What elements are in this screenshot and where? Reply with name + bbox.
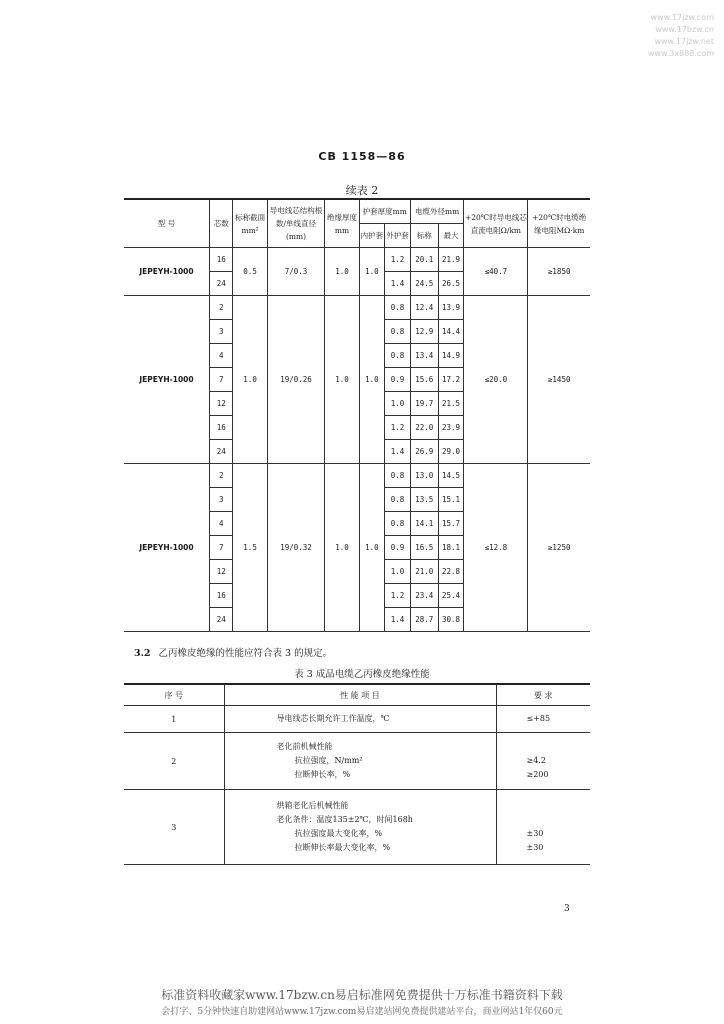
- header-resistance: +20℃时导电线芯直流电阻Ω/km: [464, 199, 528, 248]
- watermark: [648, 12, 714, 60]
- header-dia-max: 最大: [438, 224, 464, 248]
- dia-max-cell: 25.4: [438, 584, 464, 608]
- item-line: 导电线芯长期允许工作温度，℃: [276, 714, 390, 723]
- area-cell: 1.0: [233, 296, 267, 464]
- conductor-cell: 19/0.26: [267, 296, 325, 464]
- section-number: 3.2: [134, 648, 151, 659]
- item-cell: [224, 790, 496, 865]
- inner-sheath-cell: 1.0: [359, 248, 385, 296]
- footer-line-1: 标准资料收藏家www.17bzw.cn易启标准网免费提供十万标准书籍资料下载: [161, 988, 563, 1002]
- cores-cell: 2: [209, 296, 233, 320]
- item-line: 烘箱老化后机械性能: [276, 801, 349, 810]
- requirement-line: [527, 740, 591, 754]
- inner-sheath-cell: 1.0: [359, 464, 385, 632]
- dia-nominal-cell: 28.7: [410, 608, 438, 632]
- model-cell: JEPEYH-1000: [124, 248, 209, 296]
- seq-cell: 3: [124, 790, 224, 865]
- requirement-line: ≤+85: [526, 714, 551, 723]
- dia-max-cell: 30.8: [438, 608, 464, 632]
- cores-cell: 16: [209, 584, 233, 608]
- item-line: 拉断伸长率，%: [294, 770, 351, 779]
- requirement-line: ≥4.2: [526, 756, 546, 765]
- table2-caption: 续表 2: [345, 184, 379, 197]
- resistance-cell: ≤20.0: [464, 296, 528, 464]
- item-line: 抗拉强度最大变化率，%: [294, 829, 383, 838]
- header-insulation: 绝缘厚度mm: [325, 199, 359, 248]
- table3-caption: 表 3 成品电缆乙丙橡皮绝缘性能: [294, 669, 430, 680]
- dia-max-cell: 14.4: [438, 320, 464, 344]
- dia-max-cell: 29.0: [438, 440, 464, 464]
- dia-max-cell: 23.9: [438, 416, 464, 440]
- header-sheath: 护套厚度mm: [359, 199, 410, 224]
- cores-cell: 7: [209, 368, 233, 392]
- requirement-line: [527, 799, 591, 813]
- header-model: 型 号: [124, 199, 209, 248]
- requirement-line: ≥200: [526, 770, 549, 779]
- dia-nominal-cell: 21.0: [410, 560, 438, 584]
- outer-sheath-cell: 0.8: [385, 320, 411, 344]
- model-cell: JEPEYH-1000: [124, 296, 209, 464]
- page-number: 3: [564, 904, 570, 914]
- outer-sheath-cell: 1.4: [385, 440, 411, 464]
- cable-spec-table: [124, 198, 590, 632]
- cores-cell: 12: [209, 560, 233, 584]
- conductor-cell: 19/0.32: [267, 464, 325, 632]
- outer-sheath-cell: 0.8: [385, 512, 411, 536]
- dia-nominal-cell: 14.1: [410, 512, 438, 536]
- dia-nominal-cell: 13.4: [410, 344, 438, 368]
- item-line: 老化条件：温度135±2℃，时间168h: [276, 815, 413, 824]
- cores-cell: 12: [209, 392, 233, 416]
- section-text: 乙丙橡皮绝缘的性能应符合表 3 的规定。: [158, 648, 333, 659]
- cores-cell: 16: [209, 416, 233, 440]
- outer-sheath-cell: 0.9: [385, 536, 411, 560]
- dia-nominal-cell: 26.9: [410, 440, 438, 464]
- section-3-2: [134, 645, 332, 659]
- header-inner-sheath: 内护套: [359, 224, 385, 248]
- dia-max-cell: 15.1: [438, 488, 464, 512]
- insulation-resistance-cell: ≥1850: [528, 248, 590, 296]
- cores-cell: 24: [209, 608, 233, 632]
- dia-nominal-cell: 16.5: [410, 536, 438, 560]
- resistance-cell: ≤40.7: [464, 248, 528, 296]
- cores-cell: 3: [209, 320, 233, 344]
- dia-nominal-cell: 23.4: [410, 584, 438, 608]
- outer-sheath-cell: 1.2: [385, 416, 411, 440]
- dia-max-cell: 14.5: [438, 464, 464, 488]
- dia-max-cell: 13.9: [438, 296, 464, 320]
- insulation-resistance-cell: ≥1450: [528, 296, 590, 464]
- outer-sheath-cell: 0.9: [385, 368, 411, 392]
- seq-cell: 2: [124, 733, 224, 790]
- cores-cell: 4: [209, 512, 233, 536]
- header-dia-nominal: 标称: [410, 224, 438, 248]
- watermark-line: www.17bzw.cn: [655, 25, 714, 34]
- dia-nominal-cell: 12.9: [410, 320, 438, 344]
- dia-max-cell: 26.5: [438, 272, 464, 296]
- insulation-properties-table: [124, 683, 590, 865]
- watermark-line: www.3x888.com: [647, 49, 714, 58]
- header-requirement: 要 求: [496, 684, 590, 706]
- header-item: 性 能 项 目: [224, 684, 496, 706]
- cores-cell: 24: [209, 440, 233, 464]
- model-cell: JEPEYH-1000: [124, 464, 209, 632]
- outer-sheath-cell: 0.8: [385, 464, 411, 488]
- outer-sheath-cell: 1.2: [385, 248, 411, 272]
- item-cell: [224, 733, 496, 790]
- cores-cell: 4: [209, 344, 233, 368]
- dia-max-cell: 17.2: [438, 368, 464, 392]
- item-line: 抗拉强度，N/mm²: [294, 756, 363, 765]
- area-cell: 1.5: [233, 464, 267, 632]
- outer-sheath-cell: 0.8: [385, 296, 411, 320]
- inner-sheath-cell: 1.0: [359, 296, 385, 464]
- outer-sheath-cell: 1.0: [385, 392, 411, 416]
- header-conductor: 导电线芯结构根数/单线直径(mm): [267, 199, 325, 248]
- insulation-cell: 1.0: [325, 464, 359, 632]
- outer-sheath-cell: 0.8: [385, 344, 411, 368]
- seq-cell: 1: [124, 706, 224, 733]
- resistance-cell: ≤12.8: [464, 464, 528, 632]
- dia-nominal-cell: 15.6: [410, 368, 438, 392]
- dia-nominal-cell: 20.1: [410, 248, 438, 272]
- cores-cell: 3: [209, 488, 233, 512]
- item-cell: [224, 706, 496, 733]
- header-insulation-resistance: +20℃时电缆绝缘电阻MΩ·km: [528, 199, 590, 248]
- watermark-line: www.17jzw.net: [654, 37, 714, 46]
- dia-max-cell: 21.9: [438, 248, 464, 272]
- requirement-cell: [496, 706, 590, 733]
- watermark-line: www.17jzw.com: [650, 13, 714, 22]
- requirement-line: ±30: [526, 843, 544, 852]
- insulation-resistance-cell: ≥1250: [528, 464, 590, 632]
- dia-nominal-cell: 13.5: [410, 488, 438, 512]
- dia-max-cell: 15.7: [438, 512, 464, 536]
- dia-nominal-cell: 19.7: [410, 392, 438, 416]
- outer-sheath-cell: 0.8: [385, 488, 411, 512]
- dia-max-cell: 14.9: [438, 344, 464, 368]
- footer-line-2: 会打字、5分钟快速自助建网站www.17jzw.com易启建站网免费提供建站平台，商业网站1年仅60元: [161, 1007, 563, 1017]
- item-line: 拉断伸长率最大变化率，%: [294, 843, 391, 852]
- conductor-cell: 7/0.3: [267, 248, 325, 296]
- insulation-cell: 1.0: [325, 296, 359, 464]
- requirement-line: [527, 813, 591, 827]
- header-cores: 芯数: [209, 199, 233, 248]
- outer-sheath-cell: 1.0: [385, 560, 411, 584]
- insulation-cell: 1.0: [325, 248, 359, 296]
- cores-cell: 16: [209, 248, 233, 272]
- dia-nominal-cell: 12.4: [410, 296, 438, 320]
- dia-max-cell: 22.8: [438, 560, 464, 584]
- header-outer-sheath: 外护套: [385, 224, 411, 248]
- header-area: 标称截面mm²: [233, 199, 267, 248]
- header-seq: 序 号: [124, 684, 224, 706]
- cores-cell: 24: [209, 272, 233, 296]
- requirement-cell: [496, 733, 590, 790]
- dia-nominal-cell: 24.5: [410, 272, 438, 296]
- area-cell: 0.5: [233, 248, 267, 296]
- dia-nominal-cell: 13.0: [410, 464, 438, 488]
- item-line: 老化前机械性能: [276, 742, 333, 751]
- document-number: CB 1158—86: [318, 150, 406, 163]
- dia-nominal-cell: 22.0: [410, 416, 438, 440]
- requirement-line: ±30: [526, 829, 544, 838]
- header-diameter: 电缆外径mm: [410, 199, 463, 224]
- cores-cell: 7: [209, 536, 233, 560]
- outer-sheath-cell: 1.4: [385, 272, 411, 296]
- dia-max-cell: 18.1: [438, 536, 464, 560]
- dia-max-cell: 21.5: [438, 392, 464, 416]
- requirement-cell: [496, 790, 590, 865]
- outer-sheath-cell: 1.2: [385, 584, 411, 608]
- cores-cell: 2: [209, 464, 233, 488]
- outer-sheath-cell: 1.4: [385, 608, 411, 632]
